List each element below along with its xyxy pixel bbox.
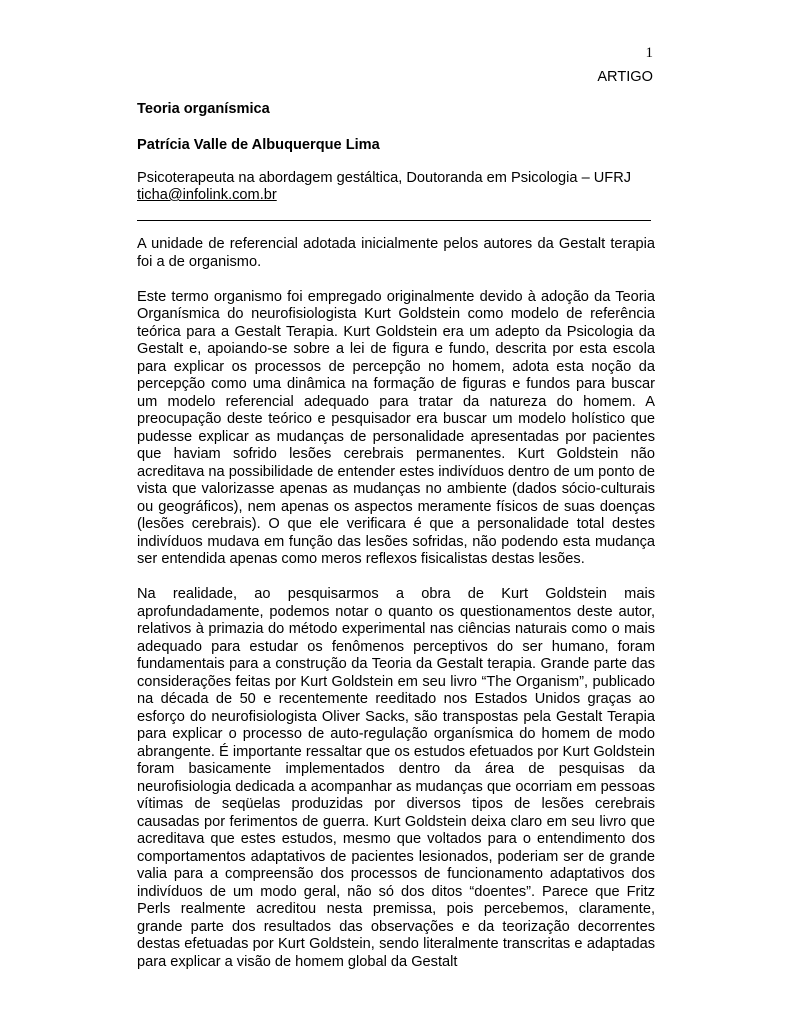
page-number: 1 xyxy=(645,45,653,61)
article-body xyxy=(137,236,655,989)
paragraph: A unidade de referencial adotada inicialmente pelos autores da Gestalt terapia foi a de organismo. xyxy=(137,236,655,270)
author-name: Patrícia Valle de Albuquerque Lima xyxy=(137,137,380,153)
section-label: ARTIGO xyxy=(597,69,653,85)
paragraph: Na realidade, ao pesquisarmos a obra de Kurt Goldstein mais aprofundadamente, podemos notar o quanto os questionamentos deste autor, relativos à primazia do método experimental nas ciências naturais como o mais adequado para estudar os fenômenos perceptivos do ser humano, foram fundamentais para a construção da Teoria da Gestalt terapia. Grande parte das considerações feitas por Kurt Goldstein em seu livro “The Organism”, publicado na década de 50 e recentemente reeditado nos Estados Unidos graças ao esforço do neurofisiologista Oliver Sacks, são transpostas pela Gestalt Terapia para explicar o processo de auto-regulação organísmica do homem de modo abrangente. É importante ressaltar que os estudos efetuados por Kurt Goldstein foram basicamente implementados dentro da área de pesquisas da neurofisiologia dedicada a acompanhar as mudanças que ocorriam em pessoas vítimas de seqüelas produzidas por diversos tipos de lesões cerebrais causadas por ferimentos de guerra. Kurt Goldstein deixa claro em seu livro que acreditava que estes estudos, mesmo que voltados para o entendimento dos comportamentos adaptativos de pacientes lesionados, poderiam ser de grande valia para a compreensão dos processos de funcionamento adaptativos dos indivíduos de um modo geral, não só dos ditos “doentes”. Parece que Fritz Perls realmente acreditou nesta premissa, pois percebemos, claramente, grande parte dos resultados das observações e da teorização decorrentes destas efetuadas por Kurt Goldstein, sendo literalmente transcritas e adaptadas para explicar a visão de homem global da Gestalt xyxy=(137,586,655,970)
header-divider xyxy=(137,220,651,221)
author-affiliation: Psicoterapeuta na abordagem gestáltica, Doutoranda em Psicologia – UFRJ xyxy=(137,170,632,186)
paragraph: Este termo organismo foi empregado originalmente devido à adoção da Teoria Organísmica do neurofisiologista Kurt Goldstein como modelo de referência teórica para a Gestalt Terapia. Kurt Goldstein era um adepto da Psicologia da Gestalt e, apoiando-se sobre a lei de figura e fundo, descrita por esta escola para explicar os processos de percepção no homem, adota esta noção da percepção como uma dinâmica na formação de figuras e fundos para buscar um modelo referencial adequado para tratar da natureza do homem. A preocupação deste teórico e pesquisador era buscar um modelo holístico que pudesse explicar as mudanças de personalidade apresentadas por pacientes que haviam sofrido lesões cerebrais permanentes. Kurt Goldstein não acreditava na possibilidade de entender estes indivíduos dentro de um ponto de vista que valorizasse apenas as mudanças no ambiente (dados sócio-culturais ou geográficos), nem apenas os aspectos meramente físicos de suas doenças (lesões cerebrais). O que ele verificara é que a personalidade total destes indivíduos mudava em função das lesões sofridas, não podendo esta mudança ser entendida apenas como meros reflexos fisicalistas destas lesões. xyxy=(137,288,655,567)
article-title: Teoria organísmica xyxy=(137,101,270,117)
author-email-link[interactable]: ticha@infolink.com.br xyxy=(137,187,277,203)
